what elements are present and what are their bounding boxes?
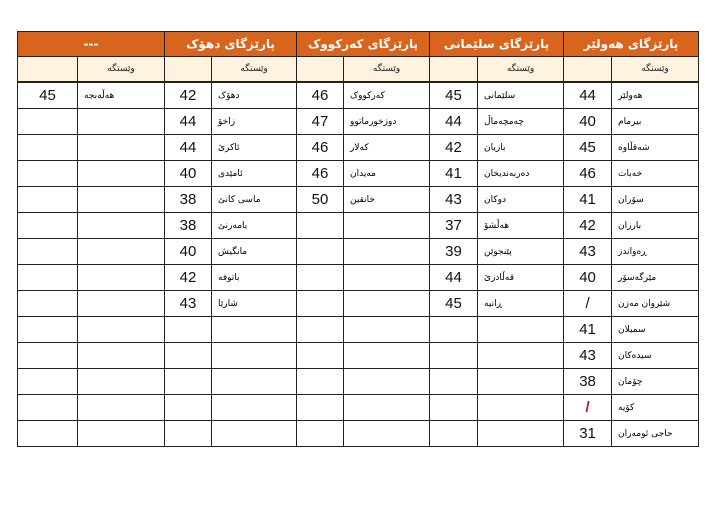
header-other: --- [18,32,165,57]
header-erbil: پارێزگای هەولێر [564,32,699,57]
station-name-cell: بیرمام [612,109,699,135]
station-name-cell: هەڵەبجە [78,82,165,109]
temperature-value-cell: 46 [297,161,344,187]
temperature-value-cell: 31 [564,421,612,447]
temperature-value-cell [297,213,344,239]
value-label-empty [297,57,344,83]
station-name-cell: دەربەندیخان [478,161,564,187]
table-row [18,291,699,317]
station-name-cell [78,239,165,265]
station-name-cell [78,135,165,161]
station-name-cell [344,369,430,395]
station-name-cell: سیدەکان [612,343,699,369]
temperature-value-cell [18,421,78,447]
station-name-cell: هەولێر [612,82,699,109]
temperature-value-cell [18,291,78,317]
station-name-cell [344,265,430,291]
station-name-cell [78,343,165,369]
temperature-value-cell: 45 [564,135,612,161]
temperature-value-cell [18,317,78,343]
table-row [18,82,699,109]
temperature-value-cell [18,239,78,265]
header-kirkuk: پارێزگای کەرکووک [297,32,430,57]
station-name-cell: زاخۆ [212,109,297,135]
temperature-value-cell [430,343,478,369]
temperature-value-cell: 41 [564,317,612,343]
temperature-value-cell [18,187,78,213]
station-name-cell: بازیان [478,135,564,161]
station-name-cell: ڕەواندز [612,239,699,265]
temperature-value-cell [18,213,78,239]
station-name-cell [78,291,165,317]
station-name-cell [78,187,165,213]
temperature-value-cell: 44 [430,265,478,291]
value-label-empty [430,57,478,83]
table-row [18,187,699,213]
temperature-value-cell: 43 [564,239,612,265]
temperature-value-cell: 38 [165,213,212,239]
temperature-value-cell [297,291,344,317]
temperature-value-cell: 40 [564,109,612,135]
table-row [18,161,699,187]
temperature-value-cell: 45 [430,291,478,317]
temperature-value-cell: 43 [165,291,212,317]
station-name-cell [78,161,165,187]
table-row [18,317,699,343]
header-duhok: پارێزگای دهۆک [165,32,297,57]
station-name-cell [78,265,165,291]
station-name-cell [478,317,564,343]
temperature-value-cell [297,265,344,291]
temperature-value-cell: / [564,395,612,421]
temperature-value-cell: 38 [165,187,212,213]
table-row [18,239,699,265]
temperature-value-cell [18,343,78,369]
temperature-value-cell: 50 [297,187,344,213]
station-name-cell: سمیلان [612,317,699,343]
temperature-value-cell: 41 [564,187,612,213]
temperature-value-cell [18,109,78,135]
temperature-value-cell: 40 [564,265,612,291]
station-name-cell [478,369,564,395]
temperature-value-cell: 45 [430,82,478,109]
temperature-value-cell: 42 [564,213,612,239]
table-row [18,421,699,447]
temperature-value-cell [430,317,478,343]
table-row [18,213,699,239]
table-row [18,109,699,135]
temperature-value-cell [165,395,212,421]
temperature-value-cell: 39 [430,239,478,265]
temperature-value-cell: 42 [165,82,212,109]
table-row [18,395,699,421]
station-name-cell: چۆمان [612,369,699,395]
table-row [18,369,699,395]
station-name-cell [78,369,165,395]
station-name-cell [212,369,297,395]
station-name-cell: بامەرنێ [212,213,297,239]
station-label: وێستگە [78,57,165,83]
station-name-cell: چەمچەماڵ [478,109,564,135]
station-name-cell: شەقڵاوە [612,135,699,161]
station-name-cell: دوکان [478,187,564,213]
table-row [18,135,699,161]
value-label-empty [18,57,78,83]
temperature-value-cell [430,395,478,421]
station-label: وێستگە [612,57,699,83]
station-name-cell: شارێا [212,291,297,317]
temperature-value-cell [430,421,478,447]
temperature-value-cell: 45 [18,82,78,109]
station-name-cell: ڕانیە [478,291,564,317]
station-name-cell: ئاکرێ [212,135,297,161]
temperature-value-cell: / [564,291,612,317]
station-label: وێستگە [344,57,430,83]
station-name-cell: پێنجوێن [478,239,564,265]
station-name-cell [344,239,430,265]
temperature-table-container [17,31,698,447]
temperature-value-cell [18,161,78,187]
temperature-value-cell [165,369,212,395]
header-sulaymaniyah: پارێزگای سلێمانی [430,32,564,57]
province-header-row [18,32,699,57]
station-name-cell [78,213,165,239]
station-name-cell: دوزخورماتوو [344,109,430,135]
station-name-cell [344,213,430,239]
station-name-cell: هەڵشۆ [478,213,564,239]
station-name-cell [344,421,430,447]
temperature-value-cell: 43 [564,343,612,369]
temperature-value-cell [18,395,78,421]
station-name-cell [78,421,165,447]
station-name-cell: باتوفە [212,265,297,291]
station-subheader-row [18,57,699,83]
temperature-value-cell: 44 [165,109,212,135]
temperature-value-cell [165,317,212,343]
value-label-empty [165,57,212,83]
station-name-cell: خەبات [612,161,699,187]
temperature-value-cell: 42 [165,265,212,291]
station-label: وێستگە [212,57,297,83]
station-name-cell: دهۆک [212,82,297,109]
temperature-value-cell [18,135,78,161]
temperature-value-cell: 44 [564,82,612,109]
temperature-value-cell: 41 [430,161,478,187]
temperature-value-cell: 38 [564,369,612,395]
station-name-cell [478,343,564,369]
temperature-value-cell: 42 [430,135,478,161]
station-name-cell: مێرگەسۆر [612,265,699,291]
station-name-cell [344,291,430,317]
station-name-cell: مەیدان [344,161,430,187]
temperature-value-cell: 44 [165,135,212,161]
temperature-value-cell: 40 [165,161,212,187]
temperature-value-cell: 44 [430,109,478,135]
station-name-cell: ئامێدی [212,161,297,187]
temperature-value-cell [165,343,212,369]
temperature-value-cell: 46 [297,82,344,109]
station-name-cell [344,343,430,369]
station-name-cell [344,395,430,421]
temperature-value-cell: 46 [564,161,612,187]
station-name-cell [478,395,564,421]
temperature-value-cell [297,239,344,265]
temperature-value-cell [297,317,344,343]
station-name-cell [212,343,297,369]
station-name-cell [478,421,564,447]
temperature-table [17,31,699,447]
temperature-value-cell: 37 [430,213,478,239]
temperature-value-cell: 47 [297,109,344,135]
value-label-empty [564,57,612,83]
table-body [18,82,699,447]
temperature-value-cell: 46 [297,135,344,161]
temperature-value-cell [297,369,344,395]
station-name-cell: کەرکووک [344,82,430,109]
station-name-cell: مانگیش [212,239,297,265]
station-name-cell: قەڵادزێ [478,265,564,291]
temperature-value-cell [18,265,78,291]
temperature-value-cell [430,369,478,395]
station-name-cell [78,317,165,343]
table-row [18,343,699,369]
station-label: وێستگە [478,57,564,83]
station-name-cell: کەلار [344,135,430,161]
temperature-value-cell [297,395,344,421]
station-name-cell: شێروان مەزن [612,291,699,317]
station-name-cell [344,317,430,343]
temperature-value-cell [18,369,78,395]
station-name-cell: سۆران [612,187,699,213]
temperature-value-cell [297,343,344,369]
station-name-cell: بارزان [612,213,699,239]
temperature-value-cell: 43 [430,187,478,213]
station-name-cell: حاجی ئومەران [612,421,699,447]
station-name-cell: ماسی کانێ [212,187,297,213]
station-name-cell [78,109,165,135]
station-name-cell: کۆیە [612,395,699,421]
table-row [18,265,699,291]
temperature-value-cell [165,421,212,447]
station-name-cell [212,395,297,421]
station-name-cell [212,421,297,447]
station-name-cell [78,395,165,421]
temperature-value-cell: 40 [165,239,212,265]
station-name-cell: سلێمانی [478,82,564,109]
temperature-value-cell [297,421,344,447]
station-name-cell [212,317,297,343]
station-name-cell: خانقین [344,187,430,213]
